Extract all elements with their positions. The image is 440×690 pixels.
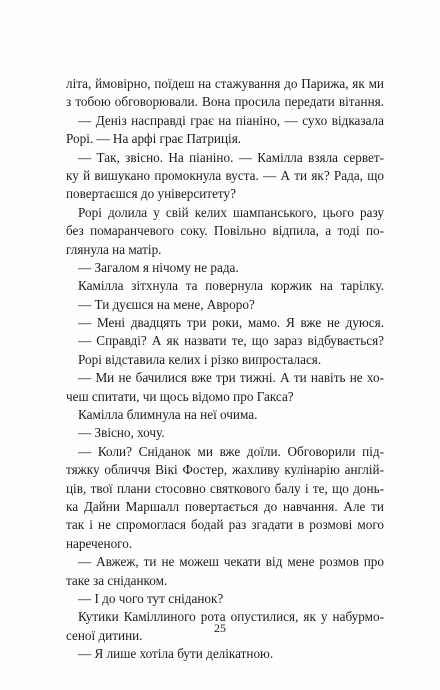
text-line: — Мені двадцять три роки, мамо. Я вже не дуюся.: [78, 315, 384, 331]
text-line: таке за сніданком.: [66, 572, 168, 588]
text-line: сеної дитини.: [66, 627, 143, 643]
text-line: Рорі відставила келих і різко випросталася.: [78, 351, 322, 367]
text-line: — Звісно, хочу.: [78, 425, 165, 441]
page-number: 25: [214, 621, 226, 635]
text-line: Кутики Каміллиного рота опустилися, як у набурмо-: [78, 609, 384, 625]
text-line: тяжку обличчя Вікі Фостер, жахливу кулінарію англій-: [66, 462, 384, 478]
text-line: — Деніз насправді грає на піаніно, — сухо відказала: [78, 112, 384, 128]
text-line: — Я лише хотіла бути делікатною.: [78, 646, 274, 662]
text-line: так і не спромоглася бодай раз згадати в розмові мого: [66, 517, 384, 533]
text-line: глянула на матір.: [66, 241, 162, 257]
text-line: чеш спитати, чи щось відомо про Гакса?: [66, 388, 294, 404]
text-line: ка Дайни Маршалл повертається до навчання. Але ти: [66, 498, 384, 514]
text-line: — Ти дуєшся на мене, Авроро?: [78, 296, 255, 312]
text-line: ців, твої плани стосовно святкового балу і те, що донь-: [66, 480, 384, 496]
text-line: — Ми не бачилися вже три тижні. А ти навіть не хо-: [78, 370, 384, 386]
text-line: — Авжеж, ти не можеш чекати від мене розмов про: [78, 554, 384, 570]
body-text: [66, 75, 384, 664]
text-line: — І до чого тут сніданок?: [78, 590, 224, 606]
text-line: з тобою обговорювали. Вона просила передати вітання.: [66, 94, 384, 110]
text-line: літа, ймовірно, поїдеш на стажування до Парижа, як ми: [66, 76, 384, 91]
text-line: Камілла блимнула на неї очима.: [78, 407, 258, 423]
text-line: ку й вишукано промокнула вуста. — А ти як? Рада, що: [66, 167, 384, 183]
text-line: — Загалом я нічому не рада.: [78, 259, 239, 275]
text-line: — Справді? А як назвати те, що зараз відбувається?: [78, 333, 384, 349]
text-line: — Так, звісно. На піаніно. — Камілла взяла сервет-: [78, 149, 384, 165]
text-line: Камілла зітхнула та повернула коржик на тарілку.: [78, 278, 384, 294]
text-line: повертаєшся до університету?: [66, 186, 236, 202]
text-line: без помаранчевого соку. Повільно відпила, а тоді по-: [66, 223, 384, 239]
text-line: Рорі. — На арфі грає Патриція.: [66, 131, 242, 147]
text-line: Рорі долила у свій келих шампанського, цього разу: [78, 204, 384, 220]
text-line: — Коли? Сніданок ми вже доїли. Обговорили під-: [78, 443, 384, 459]
text-line: нареченого.: [66, 535, 133, 551]
